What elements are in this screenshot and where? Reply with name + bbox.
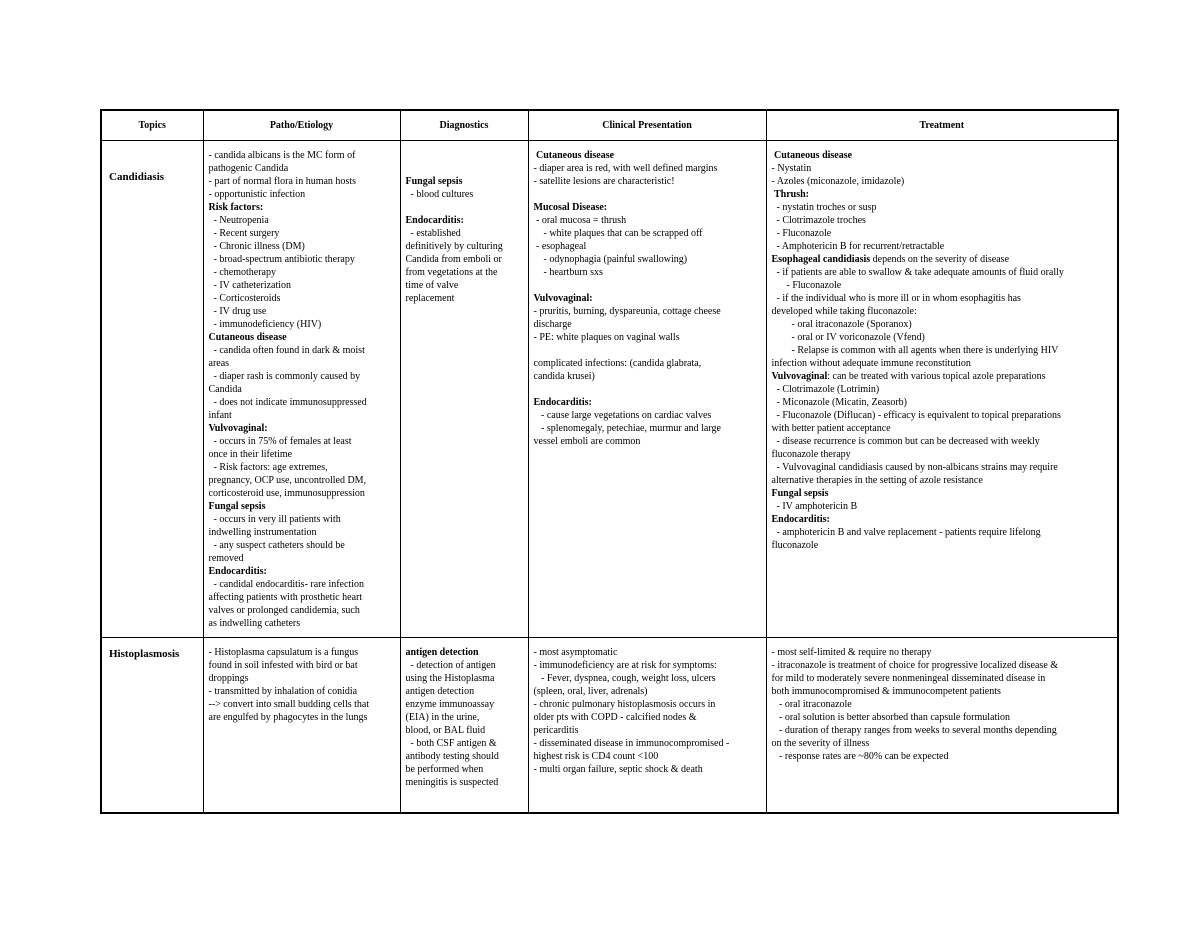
text-line: - odynophagia (painful swallowing) <box>533 254 688 265</box>
text-line: Fungal sepsis <box>208 501 266 512</box>
text-line: - immunodeficiency are at risk for symptoms: <box>533 660 717 671</box>
text-line: - Fluconazole <box>771 280 842 291</box>
diagnostics-cell <box>400 638 528 813</box>
header-clinical-presentation: Clinical Presentation <box>528 110 766 141</box>
text-line: - heartburn sxs <box>533 267 603 278</box>
text-line: --> convert into small budding cells that <box>208 699 370 710</box>
text-line: as indwelling catheters <box>208 618 301 629</box>
text-line <box>406 149 523 162</box>
text-line: - oral itraconazole (Sporanox) <box>771 319 912 330</box>
text-line: Endocarditis: <box>771 514 830 525</box>
patho-text <box>204 638 400 724</box>
text-line: - duration of therapy ranges from weeks to several months depending <box>771 725 1057 736</box>
text-line: - opportunistic infection <box>208 189 306 200</box>
text-line <box>534 383 761 396</box>
text-line: - response rates are ~80% can be expected <box>771 751 949 762</box>
text-line: droppings <box>208 673 249 684</box>
text-line: - Azoles (miconazole, imidazole) <box>771 176 905 187</box>
clinical-cell <box>528 638 766 813</box>
header-topics: Topics <box>101 110 203 141</box>
text-line: older pts with COPD - calcified nodes & <box>533 712 697 723</box>
text-line: - broad-spectrum antibiotic therapy <box>208 254 355 265</box>
text-line: pregnancy, OCP use, uncontrolled DM, <box>208 475 367 486</box>
topic-name: Candidiasis <box>109 171 165 183</box>
text-line: - amphotericin B and valve replacement - patients require lifelong <box>771 527 1041 538</box>
text-line: - immunodeficiency (HIV) <box>208 319 322 330</box>
text-line: - oral itraconazole <box>771 699 852 710</box>
text-line: infection without adequate immune reconstitution <box>771 358 971 369</box>
text-line: - if the individual who is more ill or in whom esophagitis has <box>771 293 1021 304</box>
text-line: be performed when <box>405 764 484 775</box>
text-line: Esophageal candidiasis depends on the severity of disease <box>771 254 1010 265</box>
text-line: with better patient acceptance <box>771 423 891 434</box>
text-line <box>406 162 523 175</box>
text-line: - splenomegaly, petechiae, murmur and large <box>533 423 721 434</box>
treatment-cell <box>766 638 1118 813</box>
text-line <box>534 188 761 201</box>
text-line: - Relapse is common with all agents when there is underlying HIV <box>771 345 1059 356</box>
text-line: - Vulvovaginal candidiasis caused by non-albicans strains may require <box>771 462 1058 473</box>
topic-cell <box>101 141 203 638</box>
text-line: - itraconazole is treatment of choice for progressive localized disease & <box>771 660 1059 671</box>
text-line: - Fluconazole <box>771 228 832 239</box>
text-line: Fungal sepsis <box>771 488 829 499</box>
text-line: valves or prolonged candidemia, such <box>208 605 360 616</box>
text-line: Candida <box>208 384 242 395</box>
clinical-text <box>529 141 766 448</box>
text-line: complicated infections: (candida glabrata, <box>533 358 702 369</box>
patho-text <box>204 141 400 630</box>
text-line: - PE: white plaques on vaginal walls <box>533 332 680 343</box>
text-line: - chemotherapy <box>208 267 276 278</box>
text-line: - Chronic illness (DM) <box>208 241 305 252</box>
text-line: both immunocompromised & immunocompetent patients <box>771 686 1001 697</box>
text-line: discharge <box>533 319 572 330</box>
text-line: alternative therapies in the setting of azole resistance <box>771 475 983 486</box>
text-line <box>534 279 761 292</box>
text-line: - esophageal <box>533 241 587 252</box>
text-line: - Fluconazole (Diflucan) - efficacy is equivalent to topical preparations <box>771 410 1061 421</box>
text-line: infant <box>208 410 232 421</box>
text-line: - Clotrimazole troches <box>771 215 866 226</box>
text-line: - Neutropenia <box>208 215 269 226</box>
text-line: - blood cultures <box>405 189 474 200</box>
text-line: - Amphotericin B for recurrent/retractable <box>771 241 945 252</box>
text-line: - Histoplasma capsulatum is a fungus <box>208 647 359 658</box>
text-line: - IV amphotericin B <box>771 501 858 512</box>
text-line: Cutaneous disease <box>771 150 853 161</box>
text-line <box>534 344 761 357</box>
text-line: - chronic pulmonary histoplasmosis occurs in <box>533 699 716 710</box>
text-line: - disseminated disease in immunocompromised - <box>533 738 730 749</box>
text-line: - multi organ failure, septic shock & death <box>533 764 703 775</box>
header-treatment: Treatment <box>766 110 1118 141</box>
treatment-text <box>767 638 1118 763</box>
treatment-text <box>767 141 1118 552</box>
text-line: found in soil infested with bird or bat <box>208 660 358 671</box>
text-line: - established <box>405 228 461 239</box>
text-line: Cutaneous disease <box>533 150 615 161</box>
text-line: antigen detection <box>405 686 475 697</box>
text-line: antigen detection <box>405 647 479 658</box>
text-line: removed <box>208 553 244 564</box>
text-line: - IV catheterization <box>208 280 292 291</box>
clinical-text <box>529 638 766 776</box>
diagnostics-text <box>401 141 528 305</box>
text-line: corticosteroid use, immunosuppression <box>208 488 365 499</box>
text-line: using the Histoplasma <box>405 673 495 684</box>
text-line: - nystatin troches or susp <box>771 202 877 213</box>
text-line: fluconazole therapy <box>771 449 851 460</box>
text-line: on the severity of illness <box>771 738 870 749</box>
text-line: Endocarditis: <box>533 397 592 408</box>
text-line: meningitis is suspected <box>405 777 499 788</box>
text-line: - does not indicate immunosuppressed <box>208 397 367 408</box>
text-line: - transmitted by inhalation of conidia <box>208 686 358 697</box>
text-line: - most asymptomatic <box>533 647 618 658</box>
text-line: (spleen, oral, liver, adrenals) <box>533 686 648 697</box>
text-line: - white plaques that can be scrapped off <box>533 228 703 239</box>
text-line: - Corticosteroids <box>208 293 281 304</box>
text-line: from vegetations at the <box>405 267 498 278</box>
topic-name: Histoplasmosis <box>109 648 180 660</box>
text-line: - Nystatin <box>771 163 812 174</box>
text-line: - Clotrimazole (Lotrimin) <box>771 384 880 395</box>
text-line: antibody testing should <box>405 751 499 762</box>
header-patho-etiology: Patho/Etiology <box>203 110 400 141</box>
text-line: - satellite lesions are characteristic! <box>533 176 675 187</box>
text-line: affecting patients with prosthetic heart <box>208 592 363 603</box>
text-line: Mucosal Disease: <box>533 202 608 213</box>
treatment-cell <box>766 141 1118 638</box>
text-line: candida krusei) <box>533 371 595 382</box>
text-line: - candida albicans is the MC form of <box>208 150 356 161</box>
text-line: highest risk is CD4 count <100 <box>533 751 659 762</box>
text-line: - Miconazole (Micatin, Zeasorb) <box>771 397 908 408</box>
text-line: - cause large vegetations on cardiac valves <box>533 410 712 421</box>
table-row-histoplasmosis <box>101 638 1118 813</box>
patho-cell <box>203 141 400 638</box>
text-line: - diaper area is red, with well defined margins <box>533 163 718 174</box>
text-line: once in their lifetime <box>208 449 293 460</box>
text-line: Vulvovaginal: can be treated with various topical azole preparations <box>771 371 1046 382</box>
text-line: Risk factors: <box>208 202 264 213</box>
diagnostics-text <box>401 638 528 789</box>
text-line: areas <box>208 358 230 369</box>
text-line: Vulvovaginal: <box>208 423 268 434</box>
text-line: pathogenic Candida <box>208 163 289 174</box>
text-line: vessel emboli are common <box>533 436 641 447</box>
text-line: - oral or IV voriconazole (Vfend) <box>771 332 925 343</box>
text-line: for mild to moderately severe nonmeningeal disseminated disease in <box>771 673 1046 684</box>
text-line: - disease recurrence is common but can be decreased with weekly <box>771 436 1040 447</box>
text-line: - pruritis, burning, dyspareunia, cottage cheese <box>533 306 721 317</box>
text-line: - if patients are able to swallow & take adequate amounts of fluid orally <box>771 267 1064 278</box>
topic-cell <box>101 638 203 813</box>
text-line: Cutaneous disease <box>208 332 287 343</box>
text-line: Thrush: <box>771 189 810 200</box>
header-diagnostics: Diagnostics <box>400 110 528 141</box>
text-line: replacement <box>405 293 455 304</box>
text-line: - candida often found in dark & moist <box>208 345 365 356</box>
text-line: indwelling instrumentation <box>208 527 317 538</box>
text-line: - Fever, dyspnea, cough, weight loss, ulcers <box>533 673 716 684</box>
text-line: - part of normal flora in human hosts <box>208 176 356 187</box>
text-line: fluconazole <box>771 540 819 551</box>
text-line: definitively by culturing <box>405 241 503 252</box>
text-line: Endocarditis: <box>405 215 464 226</box>
text-line: are engulfed by phagocytes in the lungs <box>208 712 368 723</box>
text-line: - candidal endocarditis- rare infection <box>208 579 364 590</box>
text-line <box>406 201 523 214</box>
topics-table <box>100 109 1119 814</box>
text-line: (EIA) in the urine, <box>405 712 480 723</box>
text-line: pericarditis <box>533 725 579 736</box>
text-line: - detection of antigen <box>405 660 496 671</box>
text-line: time of valve <box>405 280 459 291</box>
text-line: - diaper rash is commonly caused by <box>208 371 361 382</box>
text-line: - Recent surgery <box>208 228 280 239</box>
text-line: - Risk factors: age extremes, <box>208 462 328 473</box>
table-row-candidiasis <box>101 141 1118 638</box>
text-line: - any suspect catheters should be <box>208 540 345 551</box>
text-line: developed while taking fluconazole: <box>771 306 917 317</box>
text-line: Fungal sepsis <box>405 176 463 187</box>
text-line: - IV drug use <box>208 306 267 317</box>
text-line: blood, or BAL fluid <box>405 725 486 736</box>
text-line: - oral mucosa = thrush <box>533 215 627 226</box>
text-line: - occurs in 75% of females at least <box>208 436 352 447</box>
text-line: - both CSF antigen & <box>405 738 497 749</box>
text-line: Endocarditis: <box>208 566 267 577</box>
diagnostics-cell <box>400 141 528 638</box>
text-line: enzyme immunoassay <box>405 699 495 710</box>
clinical-cell <box>528 141 766 638</box>
text-line: - most self-limited & require no therapy <box>771 647 932 658</box>
text-line: - occurs in very ill patients with <box>208 514 341 525</box>
patho-cell <box>203 638 400 813</box>
text-line: Candida from emboli or <box>405 254 502 265</box>
header-row <box>101 110 1118 141</box>
text-line: - oral solution is better absorbed than capsule formulation <box>771 712 1011 723</box>
text-line: Vulvovaginal: <box>533 293 593 304</box>
